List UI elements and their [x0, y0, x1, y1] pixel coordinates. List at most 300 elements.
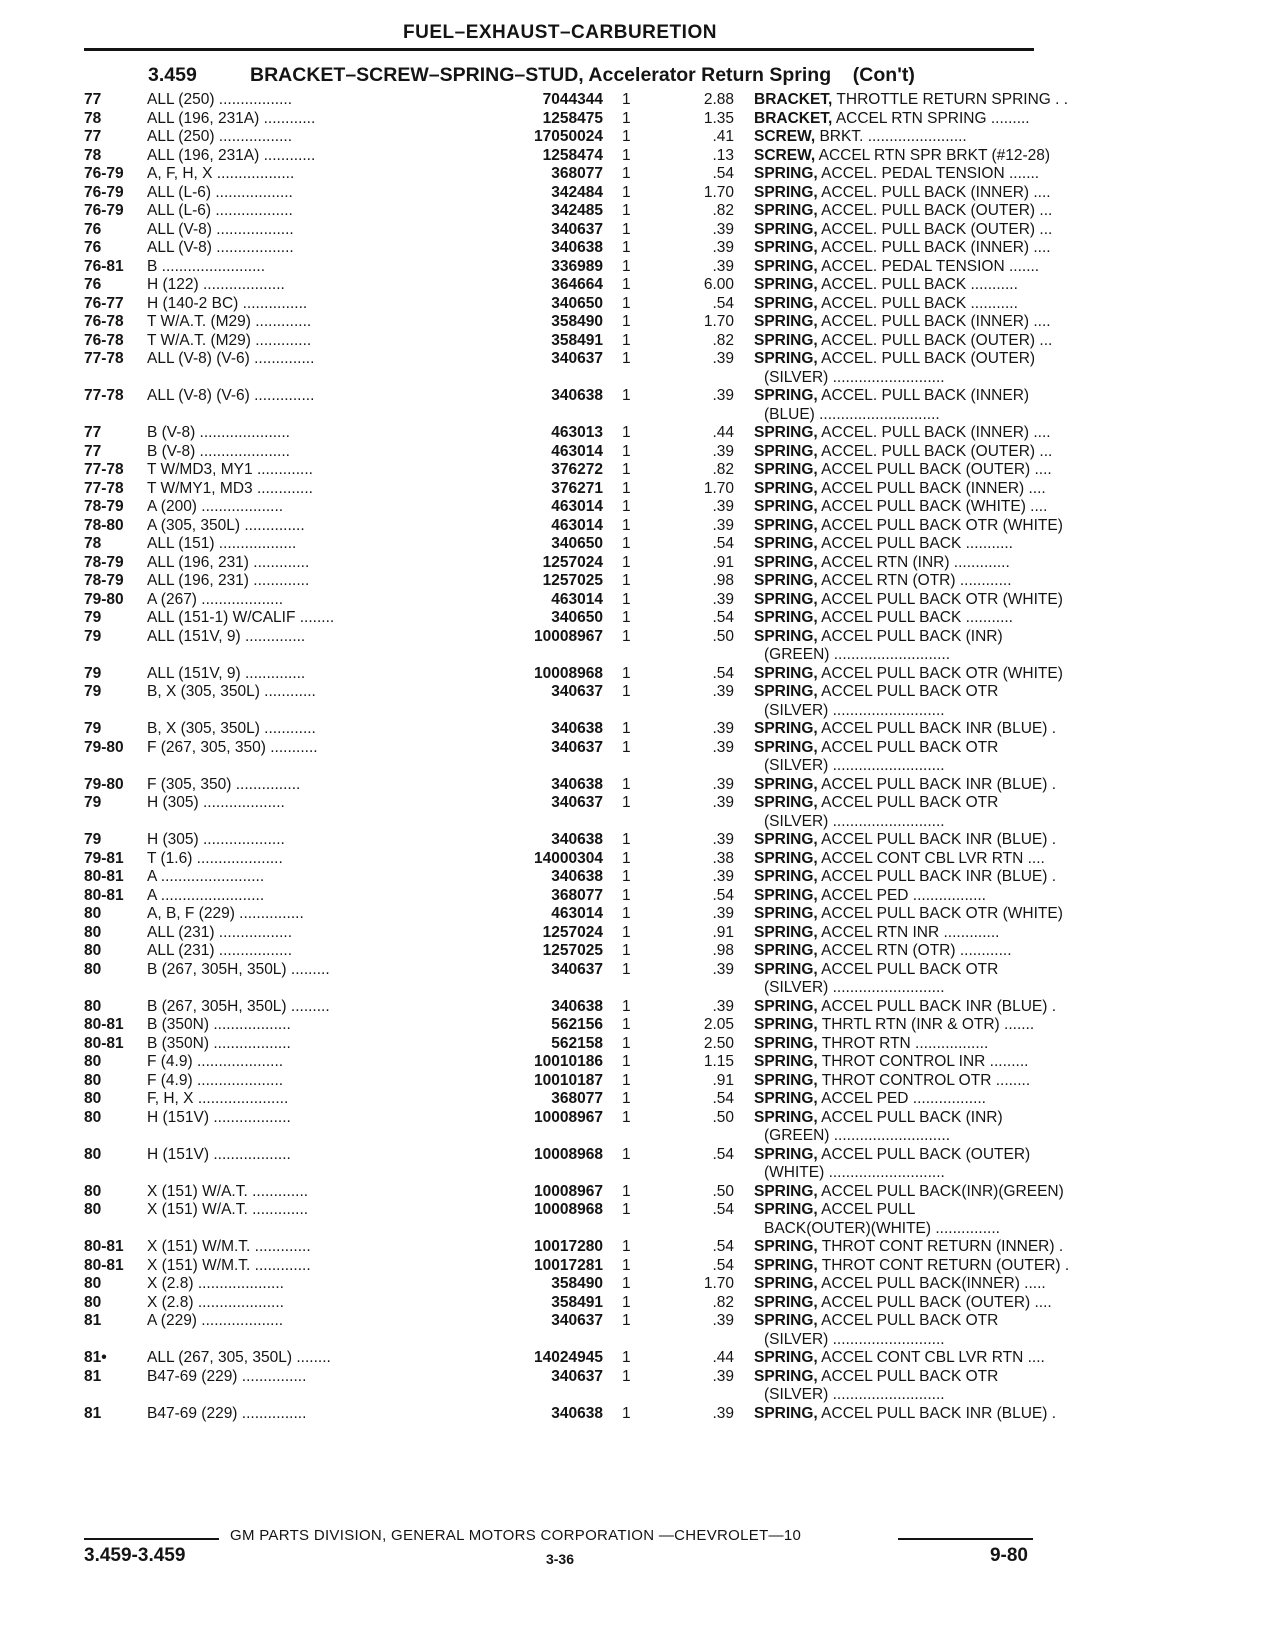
description-part-name: SPRING,	[754, 1367, 818, 1385]
year-cell: 81	[84, 1312, 102, 1329]
description-part-name: SPRING,	[754, 1312, 818, 1329]
quantity-cell: 1	[622, 590, 631, 608]
quantity-cell: 1	[622, 553, 631, 571]
parts-row	[84, 498, 1048, 517]
description-text: ACCEL PULL BACK (OUTER)	[817, 1145, 1031, 1163]
description-cell	[754, 535, 1044, 554]
description-line	[754, 1035, 1044, 1054]
price-cell: 1.70	[703, 183, 734, 201]
part-number-cell: 463014	[414, 498, 603, 517]
description-text: ACCEL RTN (INR) .............	[817, 553, 1010, 571]
parts-list	[84, 91, 1070, 1423]
description-cell	[754, 1404, 1057, 1424]
quantity-cell: 1	[622, 1256, 631, 1274]
description-part-name: SPRING,	[754, 831, 818, 848]
description-cell	[754, 1256, 1070, 1276]
model-cell: A (305, 350L) ..............	[147, 516, 305, 534]
price-cell: .54	[712, 1090, 734, 1107]
year-cell: 78-80	[84, 516, 124, 534]
description-cell	[754, 850, 1044, 869]
footer-date: 9-80	[989, 1545, 1028, 1566]
description-part-name: SPRING,	[754, 350, 818, 367]
year-cell: 76	[84, 220, 102, 238]
description-cell	[754, 387, 1044, 424]
year-cell: 76	[84, 239, 102, 256]
price-cell: .82	[712, 202, 734, 219]
parts-row	[84, 554, 1034, 573]
part-number-cell: 10017281	[414, 1257, 603, 1276]
description-cell	[754, 146, 1051, 166]
description-text: ACCEL RTN (OTR) ............	[817, 942, 1012, 959]
quantity-cell: 1	[622, 886, 631, 904]
part-number-cell: 10008967	[414, 1183, 603, 1202]
description-line	[754, 387, 1044, 406]
description-cell	[754, 165, 1044, 184]
description-cell	[754, 1182, 1064, 1202]
model-cell: ALL (196, 231) .............	[147, 572, 310, 589]
description-part-name: SPRING,	[754, 609, 818, 626]
description-line	[754, 128, 1044, 147]
description-text: ACCEL. PULL BACK ...........	[817, 276, 1018, 293]
quantity-cell: 1	[622, 1293, 631, 1311]
year-cell: 79-80	[84, 775, 124, 793]
description-text: THROT RTN .................	[817, 1034, 989, 1052]
quantity-cell: 1	[622, 424, 631, 441]
description-cell	[754, 1275, 1044, 1294]
year-cell: 80	[84, 1108, 102, 1126]
description-cell	[754, 1090, 1044, 1109]
description-part-name: SPRING,	[754, 387, 818, 404]
description-cell	[754, 720, 1057, 739]
price-cell: 2.05	[703, 1016, 734, 1033]
description-text: ACCEL RTN (OTR) ............	[817, 572, 1012, 589]
top-divider	[84, 48, 1034, 51]
quantity-cell: 1	[622, 1349, 631, 1366]
description-cell	[754, 480, 1044, 499]
quantity-cell: 1	[622, 664, 631, 682]
quantity-cell: 1	[622, 609, 631, 626]
description-text: ACCEL. PULL BACK ...........	[817, 294, 1018, 312]
description-part-name: SPRING,	[754, 886, 818, 904]
year-cell: 79	[84, 720, 102, 737]
description-cell	[754, 924, 1044, 943]
description-text: ACCEL PULL BACK (INR)	[817, 1108, 1003, 1126]
price-cell: 1.70	[703, 1275, 734, 1292]
description-cell	[754, 498, 1048, 517]
footer-divider-right	[898, 1538, 1033, 1540]
year-cell: 77	[84, 128, 102, 145]
description-cell	[754, 1368, 1044, 1405]
description-line	[754, 146, 1051, 166]
description-text: ACCEL PULL BACK OTR (WHITE)	[817, 664, 1063, 682]
description-cell	[754, 1312, 1044, 1349]
parts-row	[84, 535, 1034, 554]
description-line	[754, 1312, 1044, 1331]
quantity-cell: 1	[622, 535, 631, 552]
parts-row	[84, 997, 1057, 1017]
parts-row	[84, 775, 1057, 795]
model-cell: H (122) ...................	[147, 276, 285, 293]
parts-row	[84, 1016, 1034, 1035]
description-line	[754, 258, 1044, 277]
description-cell	[754, 887, 1044, 906]
price-cell: .54	[712, 535, 734, 552]
model-cell: ALL (231) .................	[147, 923, 293, 941]
part-number-cell: 1257024	[414, 554, 603, 573]
description-text: ACCEL PULL BACK (OUTER) ....	[817, 1293, 1052, 1311]
description-cell	[754, 1146, 1044, 1183]
description-cell	[754, 1349, 1044, 1368]
quantity-cell: 1	[622, 1053, 631, 1070]
model-cell: H (305) ...................	[147, 794, 285, 811]
parts-row	[84, 961, 1034, 998]
quantity-cell: 1	[622, 1312, 631, 1329]
model-cell: ALL (231) .................	[147, 942, 293, 959]
price-cell: .54	[712, 294, 734, 312]
year-cell: 77-78	[84, 387, 124, 404]
description-part-name: SPRING,	[754, 1238, 818, 1255]
description-part-name: SPRING,	[754, 1016, 818, 1033]
quantity-cell: 1	[622, 109, 631, 127]
model-cell: A ........................	[147, 868, 265, 885]
description-line	[754, 664, 1063, 684]
description-line	[754, 1053, 1044, 1072]
part-number-cell: 340650	[414, 609, 603, 628]
part-number-cell: 1258475	[414, 110, 603, 129]
part-number-cell: 463013	[414, 424, 603, 443]
description-cell	[754, 831, 1057, 850]
model-cell: ALL (V-8) ..................	[147, 239, 294, 256]
year-cell: 79	[84, 609, 102, 626]
description-text: ACCEL PULL BACK (WHITE) ....	[817, 498, 1048, 515]
part-number-cell: 342485	[414, 202, 603, 221]
quantity-cell: 1	[622, 831, 631, 848]
description-continuation: (SILVER) ..........................	[764, 979, 945, 996]
year-cell: 80	[84, 923, 102, 941]
description-part-name: SPRING,	[754, 572, 818, 589]
price-cell: .54	[712, 1145, 734, 1163]
part-number-cell: 1257025	[414, 572, 603, 591]
description-line	[754, 350, 1044, 369]
price-cell: .39	[712, 905, 734, 922]
year-cell: 77-78	[84, 350, 124, 367]
description-part-name: SPRING,	[754, 923, 818, 941]
description-cell	[754, 128, 1044, 147]
footer-division: GM PARTS DIVISION, GENERAL MOTORS CORPORATION —CHEVROLET—10	[230, 1527, 802, 1544]
parts-row	[84, 257, 1040, 277]
description-text: ACCEL PULL BACK OTR (WHITE)	[817, 905, 1063, 922]
year-cell: 80	[84, 905, 102, 922]
parts-row	[84, 146, 1051, 166]
quantity-cell: 1	[622, 997, 631, 1015]
parts-row	[84, 1072, 1034, 1091]
year-cell: 77	[84, 424, 102, 441]
description-part-name: SCREW,	[754, 146, 816, 164]
year-cell: 80	[84, 1275, 102, 1292]
price-cell: .98	[712, 572, 734, 589]
description-line	[754, 775, 1057, 795]
part-number-cell: 368077	[414, 165, 603, 184]
model-cell: F (4.9) ....................	[147, 1053, 284, 1070]
description-part-name: SPRING,	[754, 1201, 818, 1218]
description-text: ACCEL PED .................	[817, 1090, 986, 1107]
description-text: ACCEL. PULL BACK (INNER) ....	[817, 183, 1051, 201]
description-line	[754, 554, 1044, 573]
part-number-cell: 463014	[414, 591, 603, 610]
model-cell: H (140-2 BC) ...............	[147, 294, 308, 312]
quantity-cell: 1	[622, 738, 631, 756]
description-cell	[754, 1293, 1052, 1313]
parts-row	[84, 849, 1045, 869]
description-cell	[754, 1238, 1064, 1257]
year-cell: 81•	[84, 1349, 107, 1366]
year-cell: 80-81	[84, 1256, 124, 1274]
price-cell: .39	[712, 831, 734, 848]
description-text: ACCEL. PULL BACK (OUTER) ...	[817, 220, 1053, 238]
price-cell: .39	[712, 220, 734, 238]
quantity-cell: 1	[622, 794, 631, 811]
quantity-cell: 1	[622, 442, 631, 460]
description-part-name: SPRING,	[754, 294, 818, 312]
year-cell: 80	[84, 1090, 102, 1107]
price-cell: .54	[712, 886, 734, 904]
description-line	[754, 1275, 1044, 1294]
model-cell: ALL (196, 231) .............	[147, 553, 310, 571]
quantity-cell: 1	[622, 479, 631, 497]
description-cell	[754, 516, 1063, 536]
year-cell: 78-79	[84, 553, 124, 571]
description-cell	[754, 609, 1044, 628]
price-cell: .38	[712, 849, 734, 867]
parts-row	[84, 1109, 1034, 1146]
quantity-cell: 1	[622, 276, 631, 293]
part-number-cell: 10008967	[414, 628, 603, 647]
part-number-cell: 340650	[414, 535, 603, 554]
quantity-cell: 1	[622, 1275, 631, 1292]
year-cell: 78	[84, 535, 102, 552]
price-cell: 2.50	[703, 1034, 734, 1052]
part-number-cell: 10008967	[414, 1109, 603, 1128]
price-cell: .82	[712, 331, 734, 349]
description-cell	[754, 220, 1053, 240]
part-number-cell: 340637	[414, 961, 603, 980]
parts-row	[84, 1238, 1064, 1257]
price-cell: .39	[712, 775, 734, 793]
price-cell: .54	[712, 1238, 734, 1255]
part-number-cell: 340637	[414, 739, 603, 758]
part-number-cell: 358491	[414, 332, 603, 351]
model-cell: ALL (250) .................	[147, 91, 293, 108]
description-part-name: SPRING,	[754, 1053, 818, 1070]
model-cell: ALL (250) .................	[147, 128, 293, 145]
year-cell: 81	[84, 1404, 102, 1422]
description-cell	[754, 572, 1044, 591]
description-line	[754, 1368, 1044, 1387]
description-line	[754, 1182, 1064, 1202]
price-cell: .44	[712, 1349, 734, 1366]
description-cell	[754, 1035, 1044, 1054]
year-cell: 77-78	[84, 479, 124, 497]
model-cell: ALL (151-1) W/CALIF ........	[147, 609, 335, 626]
description-continuation: (SILVER) ..........................	[764, 1386, 945, 1403]
price-cell: .39	[712, 257, 734, 275]
description-line	[754, 165, 1044, 184]
description-text: ACCEL PULL BACK ...........	[817, 535, 1013, 552]
description-line	[754, 868, 1057, 887]
parts-row	[84, 110, 1034, 129]
description-part-name: SPRING,	[754, 664, 818, 682]
part-number-cell: 10017280	[414, 1238, 603, 1257]
description-continuation: (SILVER) ..........................	[764, 368, 945, 386]
description-cell	[754, 350, 1044, 387]
description-line	[754, 887, 1044, 906]
price-cell: 1.70	[703, 479, 734, 497]
year-cell: 76-77	[84, 294, 124, 312]
description-line	[754, 220, 1053, 240]
parts-row	[84, 442, 1053, 462]
description-text: THRTL RTN (INR & OTR) .......	[817, 1016, 1035, 1033]
quantity-cell: 1	[622, 387, 631, 404]
description-line	[754, 202, 1053, 221]
quantity-cell: 1	[622, 165, 631, 182]
price-cell: .39	[712, 738, 734, 756]
description-part-name: SPRING,	[754, 479, 818, 497]
quantity-cell: 1	[622, 572, 631, 589]
description-text: ACCEL PULL BACK INR (BLUE) .	[817, 997, 1057, 1015]
model-cell: X (151) W/A.T. .............	[147, 1201, 309, 1218]
price-cell: 1.15	[703, 1053, 734, 1070]
description-text: ACCEL. PEDAL TENSION .......	[817, 165, 1040, 182]
description-cell	[754, 91, 1069, 110]
description-part-name: SPRING,	[754, 424, 818, 441]
year-cell: 78-79	[84, 498, 124, 515]
description-part-name: SPRING,	[754, 535, 818, 552]
part-number-cell: 340637	[414, 794, 603, 813]
description-line	[754, 1256, 1070, 1276]
part-number-cell: 1257025	[414, 942, 603, 961]
description-line	[754, 794, 1044, 813]
description-line	[754, 480, 1044, 499]
price-cell: .13	[712, 146, 734, 164]
year-cell: 77	[84, 91, 102, 108]
parts-row	[84, 1368, 1034, 1405]
parts-row	[84, 664, 1063, 684]
model-cell: A (200) ...................	[147, 498, 284, 515]
description-part-name: SPRING,	[754, 775, 818, 793]
description-text: ACCEL PULL BACK (INR)	[817, 627, 1003, 645]
year-cell: 77	[84, 442, 102, 460]
quantity-cell: 1	[622, 257, 631, 275]
part-number-cell: 358491	[414, 1294, 603, 1313]
description-cell	[754, 942, 1044, 961]
quantity-cell: 1	[622, 1404, 631, 1422]
model-cell: T W/MY1, MD3 .............	[147, 479, 313, 497]
description-part-name: SPRING,	[754, 1090, 818, 1107]
parts-row	[84, 1182, 1064, 1202]
description-cell	[754, 183, 1051, 203]
parts-row	[84, 590, 1063, 610]
parts-row	[84, 424, 1051, 443]
description-cell	[754, 794, 1044, 831]
model-cell: H (151V) ..................	[147, 1108, 291, 1126]
model-cell: B (350N) ..................	[147, 1034, 291, 1052]
year-cell: 80	[84, 1145, 102, 1163]
description-cell	[754, 1109, 1044, 1146]
parts-row	[84, 794, 1034, 831]
part-number-cell: 340638	[414, 868, 603, 887]
quantity-cell: 1	[622, 220, 631, 238]
model-cell: H (151V) ..................	[147, 1145, 291, 1163]
part-number-cell: 340638	[414, 831, 603, 850]
price-cell: .39	[712, 350, 734, 367]
price-cell: .54	[712, 664, 734, 682]
section-number: 3.459	[148, 64, 197, 86]
model-cell: B (267, 305H, 350L) .........	[147, 960, 330, 978]
quantity-cell: 1	[622, 1071, 631, 1089]
description-part-name: SPRING,	[754, 905, 818, 922]
description-part-name: SPRING,	[754, 313, 818, 330]
year-cell: 80	[84, 1182, 102, 1200]
year-cell: 80-81	[84, 886, 124, 904]
part-number-cell: 463014	[414, 517, 603, 536]
price-cell: .44	[712, 424, 734, 441]
model-cell: A (267) ...................	[147, 590, 284, 608]
description-part-name: SPRING,	[754, 627, 818, 645]
price-cell: .39	[712, 442, 734, 460]
description-cell	[754, 664, 1063, 684]
parts-row	[84, 1090, 1034, 1109]
year-cell: 76-79	[84, 202, 124, 219]
description-text: ACCEL PULL BACK (INNER) ....	[817, 479, 1046, 497]
description-part-name: SPRING,	[754, 1293, 818, 1311]
description-text: ACCEL. PEDAL TENSION .......	[817, 257, 1040, 275]
description-continuation: (WHITE) ...........................	[764, 1164, 945, 1181]
parts-row	[84, 924, 1034, 943]
year-cell: 79	[84, 683, 102, 700]
description-cell	[754, 905, 1063, 924]
price-cell: .39	[712, 1312, 734, 1329]
part-number-cell: 358490	[414, 1275, 603, 1294]
part-number-cell: 1258474	[414, 147, 603, 166]
description-cell	[754, 1016, 1044, 1035]
part-number-cell: 10010187	[414, 1072, 603, 1091]
description-text: ACCEL PULL BACK OTR	[817, 683, 999, 700]
price-cell: .39	[712, 1404, 734, 1422]
part-number-cell: 340637	[414, 1368, 603, 1387]
year-cell: 80-81	[84, 1238, 124, 1255]
model-cell: B, X (305, 350L) ............	[147, 720, 316, 737]
model-cell: ALL (L-6) ..................	[147, 202, 293, 219]
section-continued: (Con't)	[852, 64, 915, 86]
description-continuation: (BLUE) ............................	[764, 405, 940, 423]
parts-row	[84, 1035, 1034, 1054]
price-cell: .41	[712, 128, 734, 145]
part-number-cell: 1257024	[414, 924, 603, 943]
part-number-cell: 340638	[414, 776, 603, 795]
model-cell: ALL (V-8) (V-6) ..............	[147, 387, 315, 404]
price-cell: .39	[712, 498, 734, 515]
description-cell	[754, 775, 1057, 795]
description-text: ACCEL PULL BACK OTR	[817, 738, 999, 756]
description-text: ACCEL PULL BACK(INR)(GREEN)	[817, 1182, 1064, 1200]
parts-row	[84, 1146, 1034, 1183]
description-text: THROT CONT RETURN (OUTER) .	[817, 1256, 1070, 1274]
description-text: ACCEL PULL BACK(INNER) .....	[817, 1275, 1046, 1292]
year-cell: 76-78	[84, 331, 124, 349]
part-number-cell: 463014	[414, 905, 603, 924]
description-cell	[754, 683, 1044, 720]
year-cell: 76-78	[84, 313, 124, 330]
